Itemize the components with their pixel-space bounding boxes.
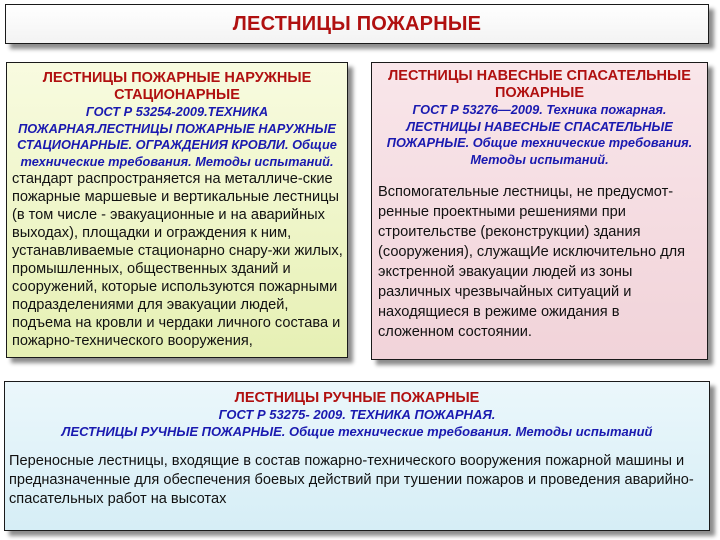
panel-hanging-text: Вспомогательные лестницы, не предусмот-ренные проектными решениями при строительстве (реконструкции) здания (сооружения), служащИе исключительно для экстренной эвакуации людей из зоны различных чрезвычайных ситуаций и находящиеся в режиме ожидания в сложенном состоянии. [378,184,686,340]
panel-outdoor-text: стандарт распространяется на металличе-ские пожарные маршевые и вертикальные лестницы (в том числе - эвакуационные и на аварийных выходах), площадки и ограждения к ним, устанавливаемые стационарно снару-жи жилых, промышленных, общественных зданий и сооружений, которые используются пожарными подразделениями для эвакуации людей, подъема на кровли и чердаки личного состава и пожарно-технического вооружения, [12,171,343,349]
panel-hanging-heading: ЛЕСТНИЦЫ НАВЕСНЫЕ СПАСАТЕЛЬНЫЕ ПОЖАРНЫЕ [388,68,691,101]
panel-manual-standard-line2: ЛЕСТНИЦЫ РУЧНЫЕ ПОЖАРНЫЕ. Общие технические требования. Методы испытаний [61,423,653,439]
panel-outdoor-heading: ЛЕСТНИЦЫ ПОЖАРНЫЕ НАРУЖНЫЕ СТАЦИОНАРНЫЕ [42,70,312,103]
panel-outdoor-standard: ГОСТ Р 53254-2009.ТЕХНИКА ПОЖАРНАЯ.ЛЕСТНИЦЫ ПОЖАРНЫЕ НАРУЖНЫЕ СТАЦИОНАРНЫЕ. ОГРАЖДЕНИЯ КРОВЛИ. Общие технические требования. Методы испытаний. [17,104,337,169]
panel-hanging-standard: ГОСТ Р 53276—2009. Техника пожарная. ЛЕСТНИЦЫ НАВЕСНЫЕ СПАСАТЕЛЬНЫЕ ПОЖАРНЫЕ. Общие технические требования. Методы испытаний. [386,102,693,167]
page-title: ЛЕСТНИЦЫ ПОЖАРНЫЕ [232,12,482,35]
panel-manual-text: Переносные лестницы, входящие в состав пожарно-технического вооружения пожарной машины и предназначенные для обеспечения боевых действий при тушении пожаров и проведения аварийно-спасательных работ на высотах [9,453,694,507]
title-banner [5,4,709,44]
panel-manual-heading: ЛЕСТНИЦЫ РУЧНЫЕ ПОЖАРНЫЕ [234,390,480,406]
panel-manual-ladders [4,381,710,531]
panel-hanging-ladders [371,62,708,360]
panel-manual-standard-line1: ГОСТ Р 53275- 2009. ТЕХНИКА ПОЖАРНАЯ. [218,407,496,422]
panel-outdoor-ladders [6,62,348,358]
